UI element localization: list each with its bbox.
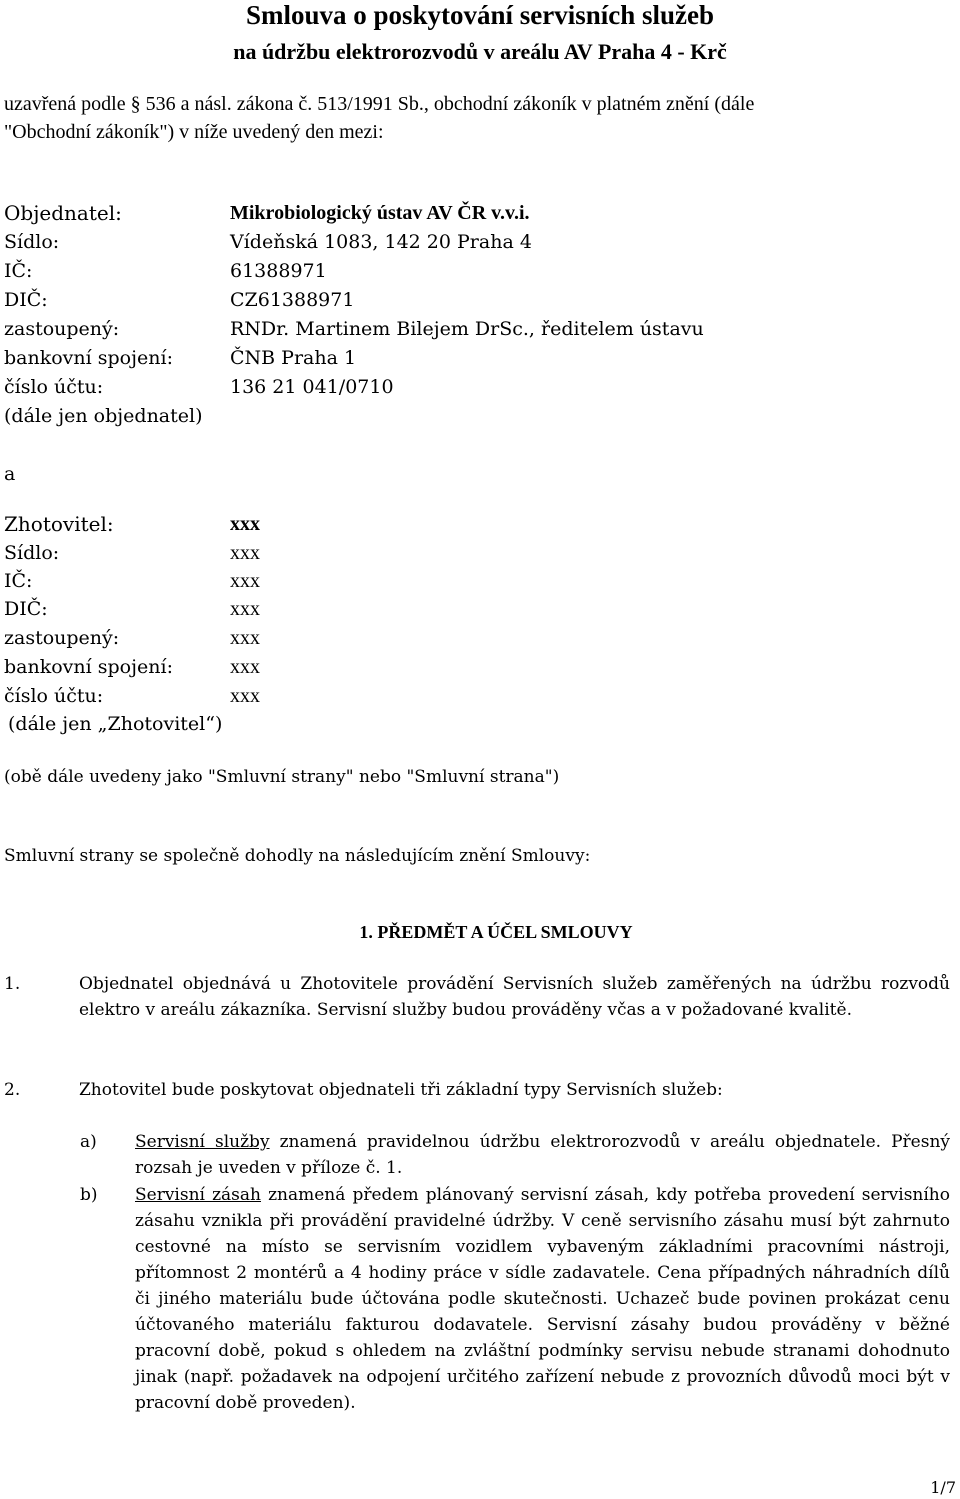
field-value: xxx (230, 685, 260, 707)
list-item-text: znamená pravidelnou údržbu elektrorozvodů v areálu objednatele. Přesný rozsah je uveden v příloze č. 1. (135, 1132, 950, 1178)
field-label: zastoupený: (4, 627, 120, 649)
defined-term: Servisní služby (135, 1132, 270, 1152)
list-item (135, 1182, 950, 1416)
document-subtitle: na údržbu elektrorozvodů v areálu AV Praha 4 - Krč (233, 39, 727, 64)
field-label: číslo účtu: (4, 685, 104, 707)
field-label: Sídlo: (4, 231, 60, 253)
objednatel-name: Mikrobiologický ústav AV ČR v.v.i. (230, 202, 530, 224)
section-heading: 1. PŘEDMĚT A ÚČEL SMLOUVY (359, 922, 633, 942)
objednatel-note: (dále jen objednatel) (4, 405, 203, 427)
clause-text: Zhotovitel bude poskytovat objednateli tři základní typy Servisních služeb: (79, 1080, 723, 1100)
zhotovitel-name: xxx (230, 513, 260, 535)
intro-line-2: "Obchodní zákoník") v níže uvedený den mezi: (4, 121, 384, 143)
objednatel-label: Objednatel: (4, 201, 122, 225)
field-label: bankovní spojení: (4, 656, 173, 678)
field-value: xxx (230, 627, 260, 649)
zhotovitel-label: Zhotovitel: (4, 512, 114, 536)
field-value: xxx (230, 542, 260, 564)
field-label: bankovní spojení: (4, 347, 173, 369)
zhotovitel-note: (dále jen „Zhotovitel“) (8, 713, 223, 735)
representative-role: , ředitelem ústavu (528, 318, 704, 340)
clause-number: 1. (4, 974, 21, 994)
list-item-letter: b) (80, 1185, 98, 1205)
field-value: 136 21 041/0710 (230, 376, 394, 398)
agreement-statement: Smluvní strany se společně dohodly na následujícím znění Smlouvy: (4, 846, 591, 866)
field-label: číslo účtu: (4, 376, 104, 398)
parties-definition: (obě dále uvedeny jako "Smluvní strany" nebo "Smluvní strana") (4, 767, 560, 787)
field-value: xxx (230, 570, 260, 592)
clause-number: 2. (4, 1080, 21, 1100)
document-title: Smlouva o poskytování servisních služeb (245, 0, 715, 30)
list-item-text: znamená předem plánovaný servisní zásah, kdy potřeba provedení servisního zásahu vznikla při provádění pravidelné údržby. V ceně servisního zásahu musí být zahrnuto cestovné na místo se servisním vozidlem vybaveným základními pracovními nástroji, přítomnost 2 montérů a 4 hodiny práce v sídle zadavatele. Cena případných náhradních dílů či jiného materiálu bude účtována podle skutečnosti. Uchazeč bude povinen prokázat cenu účtovaného materiálu fakturou dodavatele. Servisní zásahy budou prováděny v běžné pracovní době, pokud s ohledem na zvláštní podmínky servisu nebude stranami dohodnuto jinak (např. požadavek na odpojení určitého zařízení nebude z provozních důvodů moci být v pracovní době proveden). (135, 1185, 950, 1413)
field-label: IČ: (4, 570, 33, 592)
clause-text: Objednatel objednává u Zhotovitele provádění Servisních služeb zaměřených na údržbu rozvodů elektro v areálu zákazníka. Servisní služby budou prováděny včas a v požadované kvalitě. (79, 974, 950, 1020)
representative-name: RNDr. Martinem Bilejem DrSc. (230, 318, 529, 340)
list-item (135, 1129, 950, 1181)
field-value: CZ61388971 (230, 289, 355, 311)
field-value (230, 315, 704, 343)
conjunction: a (4, 463, 16, 485)
field-label: DIČ: (4, 598, 48, 620)
list-item-letter: a) (80, 1132, 97, 1152)
field-label: Sídlo: (4, 542, 60, 564)
field-label: zastoupený: (4, 318, 120, 340)
field-value: 61388971 (230, 260, 327, 282)
field-label: IČ: (4, 260, 33, 282)
field-value: xxx (230, 598, 260, 620)
field-label: DIČ: (4, 289, 48, 311)
defined-term: Servisní zásah (135, 1185, 261, 1205)
field-value: Vídeňská 1083, 142 20 Praha 4 (230, 231, 532, 253)
field-value: xxx (230, 656, 260, 678)
field-value: ČNB Praha 1 (230, 347, 357, 369)
intro-line-1: uzavřená podle § 536 a násl. zákona č. 513/1991 Sb., obchodní zákoník v platném znění (dále (4, 93, 755, 115)
page-number: 1/7 (930, 1478, 956, 1497)
